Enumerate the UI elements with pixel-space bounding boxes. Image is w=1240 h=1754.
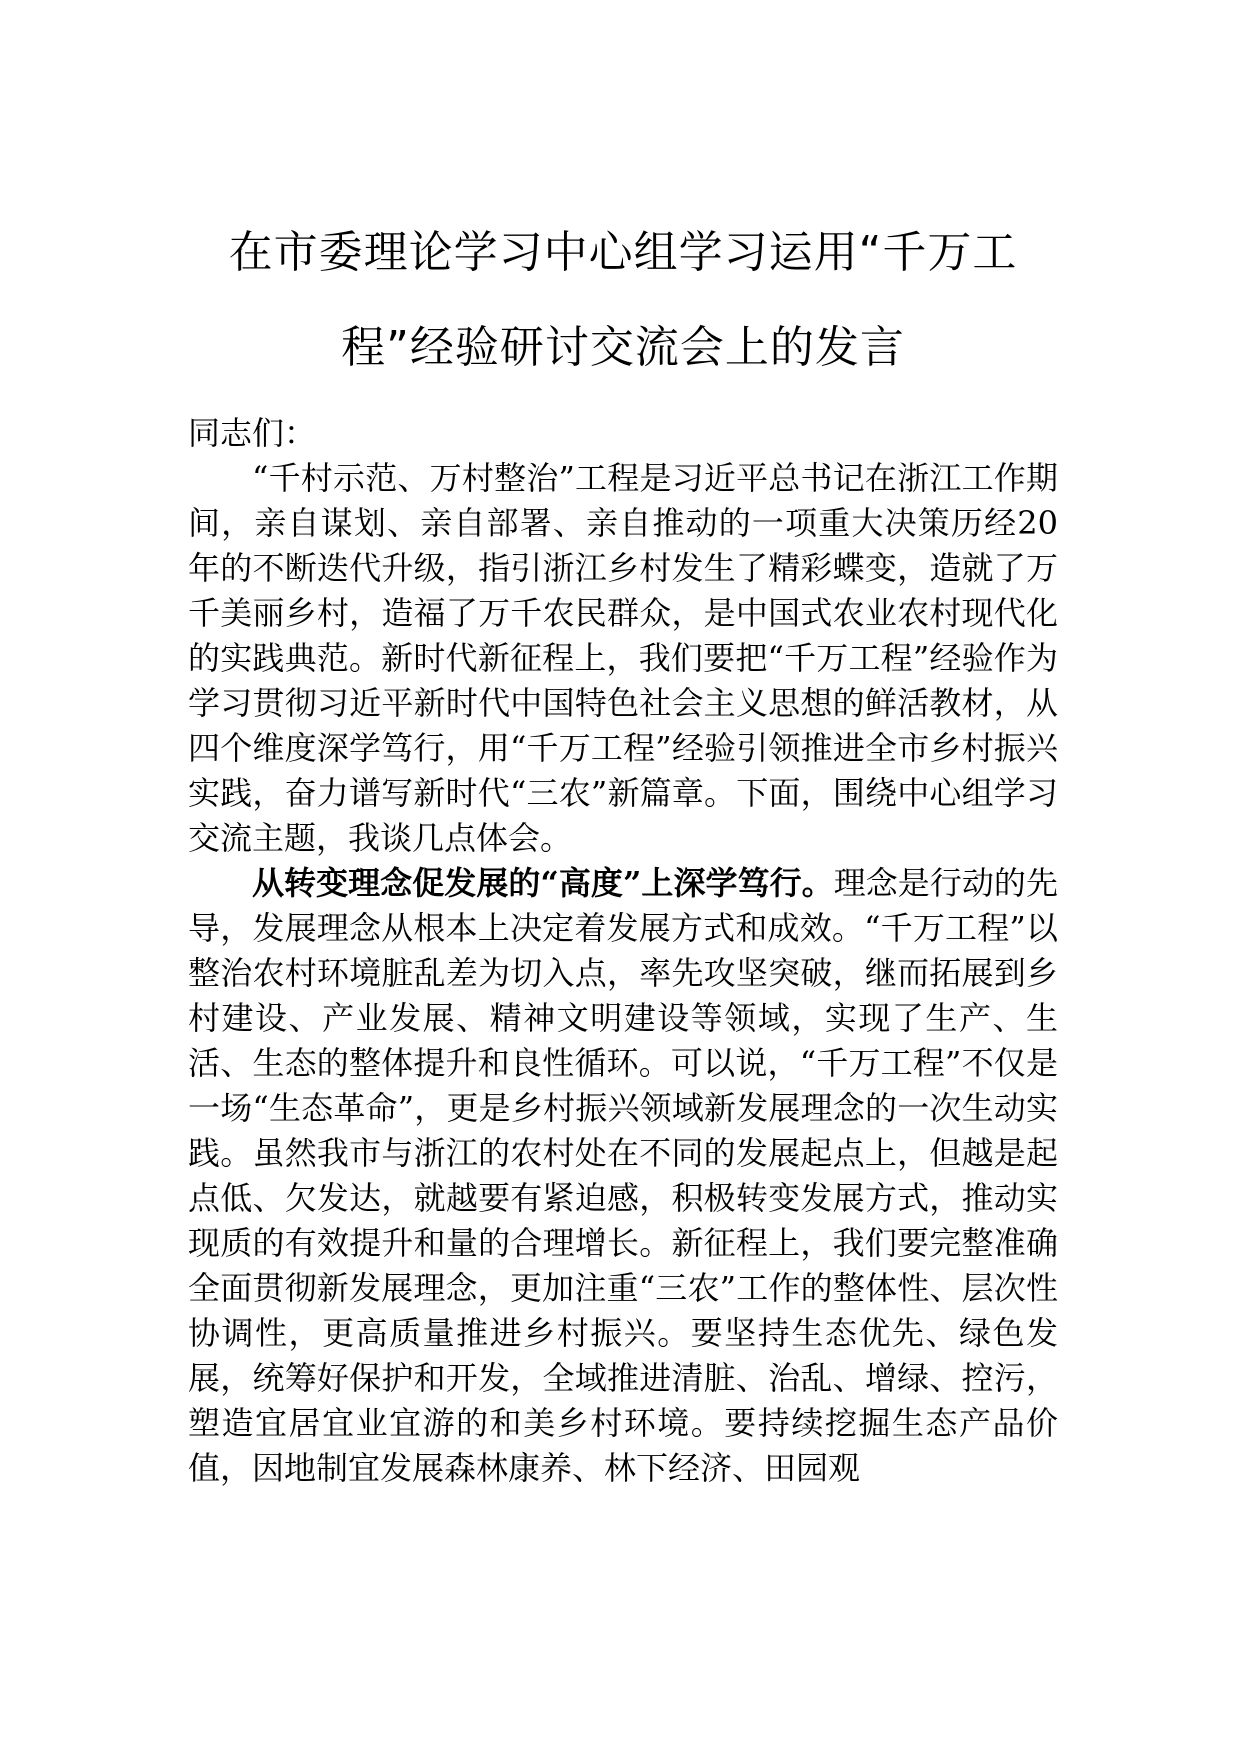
title-line-1: 在市委理论学习中心组学习运用“千万工 xyxy=(228,227,1018,278)
document-page xyxy=(188,205,1058,1491)
paragraph-section-1 xyxy=(188,861,1058,1491)
document-title xyxy=(188,205,1058,395)
title-line-2: 程”经验研讨交流会上的发言 xyxy=(341,322,905,373)
salutation: 同志们： xyxy=(188,414,317,452)
section-1-heading: 从转变理念促发展的“高度”上深学笃行。 xyxy=(252,864,834,902)
paragraph-intro xyxy=(188,456,1058,861)
paragraph-section-1-text: 理念是行动的先导，发展理念从根本上决定着发展方式和成效。“千万工程”以整治农村环境脏乱差为切入点，率先攻坚突破，继而拓展到乡村建设、产业发展、精神文明建设等领域，实现了生产、生活、生态的整体提升和良性循环。可以说，“千万工程”不仅是一场“生态革命”，更是乡村振兴领域新发展理念的一次生动实践。虽然我市与浙江的农村处在不同的发展起点上，但越是起点低、欠发达，就越要有紧迫感，积极转变发展方式，推动实现质的有效提升和量的合理增长。新征程上，我们要完整准确全面贯彻新发展理念，更加注重“三农”工作的整体性、层次性协调性，更高质量推进乡村振兴。要坚持生态优先、绿色发展，统筹好保护和开发，全域推进清脏、治乱、增绿、控污，塑造宜居宜业宜游的和美乡村环境。要持续挖掘生态产品价值，因地制宜发展森林康养、林下经济、田园观 xyxy=(188,864,1058,1487)
paragraph-intro-text: “千村示范、万村整治”工程是习近平总书记在浙江工作期间，亲自谋划、亲自部署、亲自推动的一项重大决策历经20年的不断迭代升级，指引浙江乡村发生了精彩蝶变，造就了万千美丽乡村，造福了万千农民群众，是中国式农业农村现代化的实践典范。新时代新征程上，我们要把“千万工程”经验作为学习贯彻习近平新时代中国特色社会主义思想的鲜活教材，从四个维度深学笃行，用“千万工程”经验引领推进全市乡村振兴实践，奋力谱写新时代“三农”新篇章。下面，围绕中心组学习交流主题，我谈几点体会。 xyxy=(188,459,1058,857)
